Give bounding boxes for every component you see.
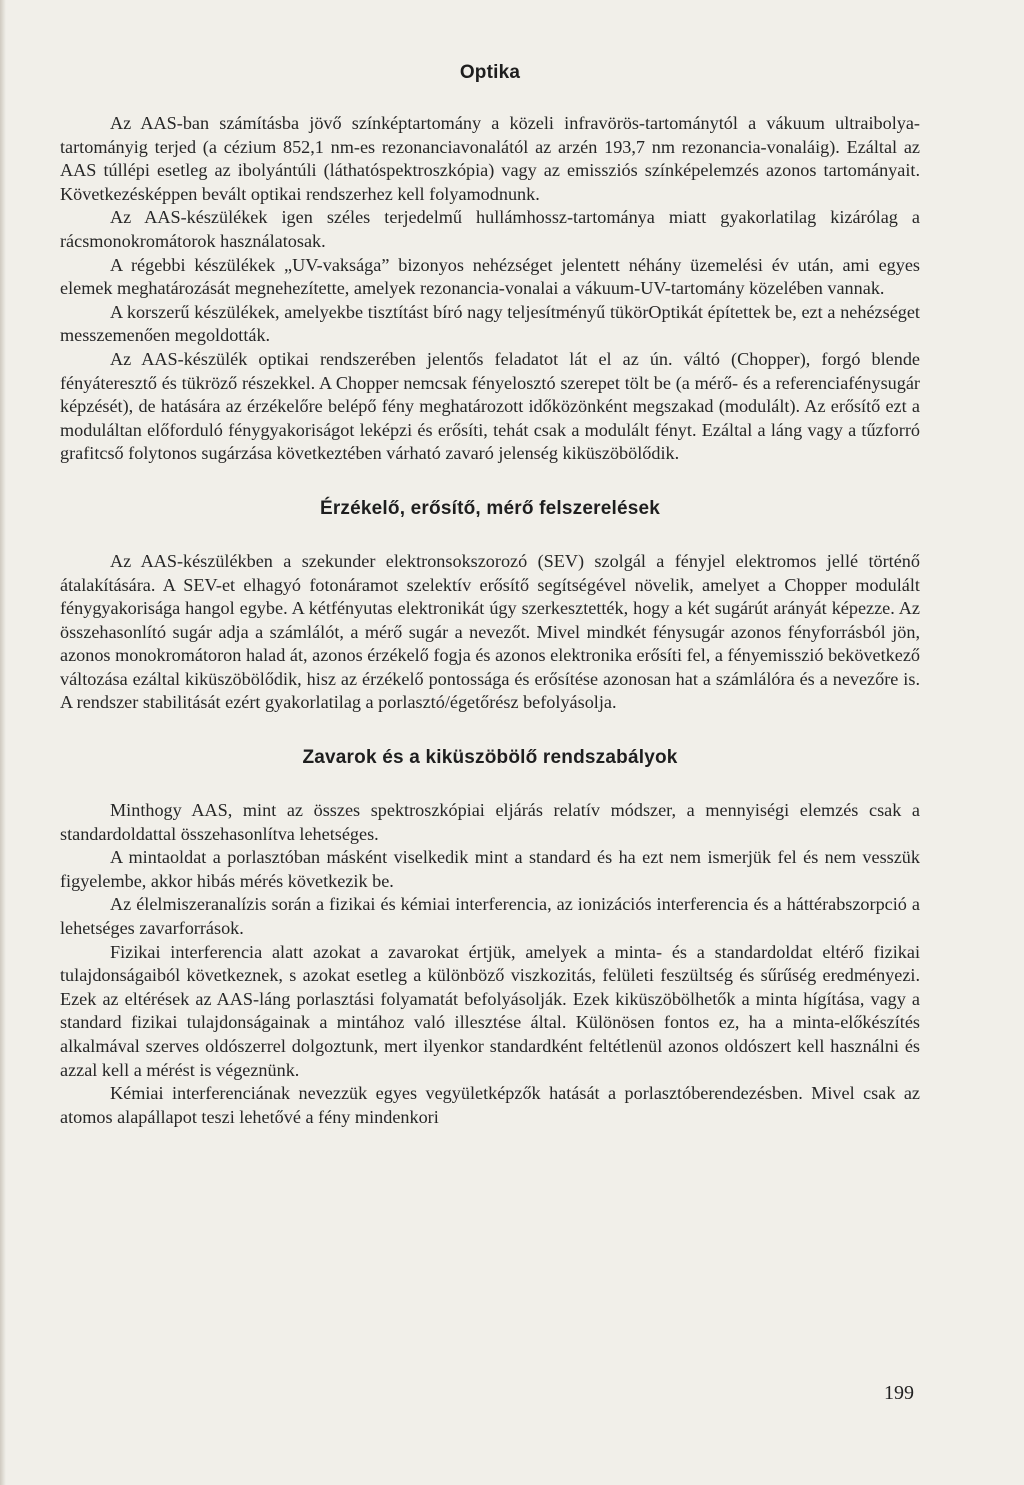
page-edge-shadow — [0, 0, 6, 1485]
page-number: 199 — [884, 1382, 914, 1404]
paragraph: Az élelmiszeranalízis során a fizikai és kémiai interferencia, az ionizációs interferencia és a háttérabszorpció a lehetséges zavarforrások. — [60, 894, 920, 939]
section-heading-erzekelo: Érzékelő, erősítő, mérő felszerelések — [319, 497, 661, 519]
paragraph: Kémiai interferenciának nevezzük egyes vegyületképzők hatását a porlasztóberendezésben. Mivel csak az atomos alapállapot teszi lehetővé a fény mindenkori — [60, 1083, 920, 1127]
paragraph: Az AAS-készülék optikai rendszerében jelentős feladatot lát el az ún. váltó (Chopper), forgó blende fényáteresztő és tükröző részekkel. A Chopper nemcsak fényelosztó szerepet tölt be (a mérő- és a referenciafénysugár képzését), de hatására az érzékelőre belépő fény meghatározott időközönként megszakad (modulált). Az erősítő ezt a moduláltan előforduló fénygyakoriságot leképzi és erősíti, tehát csak a modulált fényt. Ezáltal a láng vagy a tűzforró grafitcső folytonos sugárzása következtében várható zavaró jelenség kiküszöbölődik. — [60, 348, 920, 464]
section-heading-optika: Optika — [459, 62, 521, 83]
paragraph: Az AAS-készülékek igen széles terjedelmű hullámhossz-tartománya miatt gyakorlatilag kizárólag a rácsmonokromátorok használatosak. — [60, 207, 920, 251]
paragraph: A régebbi készülékek „UV-vaksága” bizonyos nehézséget jelentett néhány üzemelési év után, ami egyes elemek meghatározását megnehezítette, amelyek rezonancia-vonalai a vákuum-UV-tartomány közelében vannak. — [60, 254, 920, 299]
paragraph: Fizikai interferencia alatt azokat a zavarokat értjük, amelyek a minta- és a standardoldat eltérő fizikai tulajdonságaiból következnek, s azokat esetleg a különböző viszkozitás, felületi feszültség és sűrűség eredményezi. Ezek az eltérések az AAS-láng porlasztási folyamatát befolyásolják. Ezek kiküszöbölhetők a minta hígítása, vagy a standard fizikai tulajdonságainak a mintához való illesztése által. Különösen fontos ez, ha a minta-előkészítés alkalmával szerves oldószerrel dolgoztunk, mert ilyenkor standardként feltétlenül azonos oldószert kell használni és azzal kell a mérést is végeznünk. — [60, 941, 920, 1080]
paragraph: Az AAS-készülékben a szekunder elektronsokszorozó (SEV) szolgál a fényjel elektromos jellé történő átalakítására. A SEV-et elhagyó fotonáramot szelektív erősítő segítségével növelik, amelyet a Chopper modulált fénygyakorisága hangol egybe. A kétfényutas elektronikát úgy szerkesztették, hogy a két sugárút arányát képezze. Az összehasonlító sugár adja a számlálót, a mérő sugár a nevezőt. Mivel mindkét fénysugár azonos fényforrásból jön, azonos monokromátoron halad át, azonos érzékelő fogja és azonos elektronika erősíti fel, a fényemisszió bekövetkező változása ezáltal kiküszöbölődik, hisz az érzékelő pontossága és erősítése azonosan hat a számlálóra és a nevezőre is. A rendszer stabilitását ezért gyakorlatilag a porlasztó/égetőrész befolyásolja. — [60, 550, 920, 713]
section-heading-zavarok: Zavarok és a kiküszöbölő rendszabályok — [302, 747, 678, 769]
paragraph: A mintaoldat a porlasztóban másként viselkedik mint a standard és ha ezt nem ismerjük fel és nem vesszük figyelembe, akkor hibás mérés következik be. — [60, 847, 920, 891]
paragraph: Minthogy AAS, mint az összes spektroszkópiai eljárás relatív módszer, a mennyiségi elemzés csak a standardoldattal összehasonlítva lehetséges. — [60, 800, 920, 844]
document-page — [60, 62, 920, 1129]
paragraph: A korszerű készülékek, amelyekbe tisztítást bíró nagy teljesítményű tükörOptikát építettek be, ezt a nehézséget messzemenően megoldották. — [60, 301, 920, 346]
paragraph: Az AAS-ban számításba jövő színképtartomány a közeli infravörös-tartománytól a vákuum ultraibolya-tartományig terjed (a cézium 852,1 nm-es rezonanciavonalától az arzén 193,7 nm rezonancia-vonaláig). Ezáltal az AAS túllépi esetleg az ibolyántúli (láthatóspektroszkópia) vagy az emissziós színképelemzés azonos tartományait. Következésképpen bevált optikai rendszerhez kell folyamodnunk. — [60, 113, 920, 204]
